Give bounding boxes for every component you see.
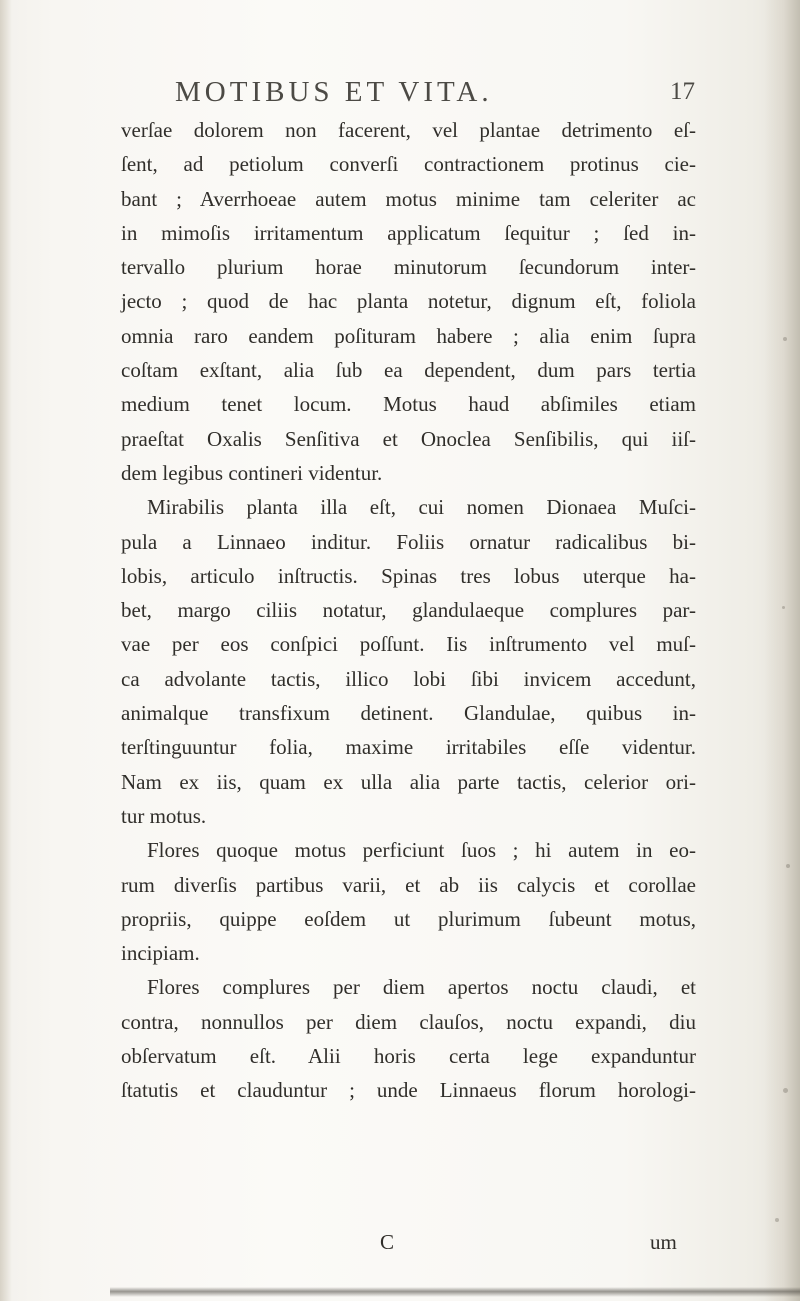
paper-speck bbox=[786, 864, 790, 868]
text-line: rum diverſis partibus varii, et ab iis calycis et corollae bbox=[121, 872, 696, 897]
page-number: 17 bbox=[670, 78, 695, 105]
paper-speck bbox=[783, 1088, 788, 1093]
text-line: bet, margo ciliis notatur, glandulaeque complures par- bbox=[121, 598, 696, 623]
text-line: ſent, ad petiolum converſi contractionem protinus cie- bbox=[121, 152, 696, 177]
text-line: incipiam. bbox=[121, 941, 200, 966]
running-header bbox=[175, 72, 695, 112]
paragraph-start-line: Flores quoque motus perficiunt ſuos ; hi autem in eo- bbox=[147, 838, 696, 863]
paragraph-start-line: Flores complures per diem apertos noctu claudi, et bbox=[147, 975, 696, 1000]
text-line: propriis, quippe eoſdem ut plurimum ſubeunt motus, bbox=[121, 906, 696, 931]
page-edge-stain bbox=[764, 0, 800, 1301]
text-line: tervallo plurium horae minutorum ſecundorum inter- bbox=[121, 255, 696, 280]
text-line: lobis, articulo inſtructis. Spinas tres lobus uterque ha- bbox=[121, 563, 696, 588]
text-line: animalque transfixum detinent. Glandulae, quibus in- bbox=[121, 701, 696, 726]
running-title: MOTIBUS ET VITA. bbox=[175, 76, 493, 108]
text-line: contra, nonnullos per diem clauſos, noctu expandi, diu bbox=[121, 1009, 696, 1034]
gutter-shadow bbox=[0, 0, 12, 1301]
catchword: um bbox=[650, 1230, 677, 1254]
text-line: verſae dolorem non facerent, vel plantae detrimento eſ- bbox=[121, 118, 696, 142]
text-line: ca advolante tactis, illico lobi ſibi invicem accedunt, bbox=[121, 666, 696, 691]
bottom-page-edge bbox=[110, 1287, 800, 1297]
body-text bbox=[121, 113, 696, 1108]
text-line: omnia raro eandem poſituram habere ; alia enim ſupra bbox=[121, 323, 696, 348]
text-line: obſervatum eſt. Alii horis certa lege expanduntur bbox=[121, 1044, 696, 1069]
paper-speck bbox=[782, 606, 785, 609]
text-line: Nam ex iis, quam ex ulla alia parte tactis, celerior ori- bbox=[121, 769, 696, 794]
text-line: jecto ; quod de hac planta notetur, dignum eſt, foliola bbox=[121, 289, 696, 314]
paper-speck bbox=[775, 1218, 779, 1222]
text-line: coſtam exſtant, alia ſub ea dependent, dum pars tertia bbox=[121, 358, 696, 383]
paragraph-start-line: Mirabilis planta illa eſt, cui nomen Dionaea Muſci- bbox=[147, 495, 696, 520]
text-line: medium tenet locum. Motus haud abſimiles etiam bbox=[121, 392, 696, 417]
signature-mark: C bbox=[380, 1230, 395, 1254]
text-line: pula a Linnaeo inditur. Foliis ornatur radicalibus bi- bbox=[121, 529, 696, 554]
text-line: bant ; Averrhoeae autem motus minime tam celeriter ac bbox=[121, 186, 696, 211]
text-line: ſtatutis et clauduntur ; unde Linnaeus florum horologi- bbox=[121, 1078, 696, 1103]
text-line: in mimoſis irritamentum applicatum ſequitur ; ſed in- bbox=[121, 220, 696, 245]
text-line: dem legibus contineri videntur. bbox=[121, 460, 383, 485]
paper-speck bbox=[783, 337, 787, 341]
text-line: tur motus. bbox=[121, 803, 207, 828]
text-line: praeſtat Oxalis Senſitiva et Onoclea Senſibilis, qui iiſ- bbox=[121, 426, 696, 451]
footer-line bbox=[0, 1226, 800, 1258]
text-line: terſtinguuntur folia, maxime irritabiles eſſe videntur. bbox=[121, 735, 696, 760]
text-line: vae per eos conſpici poſſunt. Iis inſtrumento vel muſ- bbox=[121, 632, 696, 657]
